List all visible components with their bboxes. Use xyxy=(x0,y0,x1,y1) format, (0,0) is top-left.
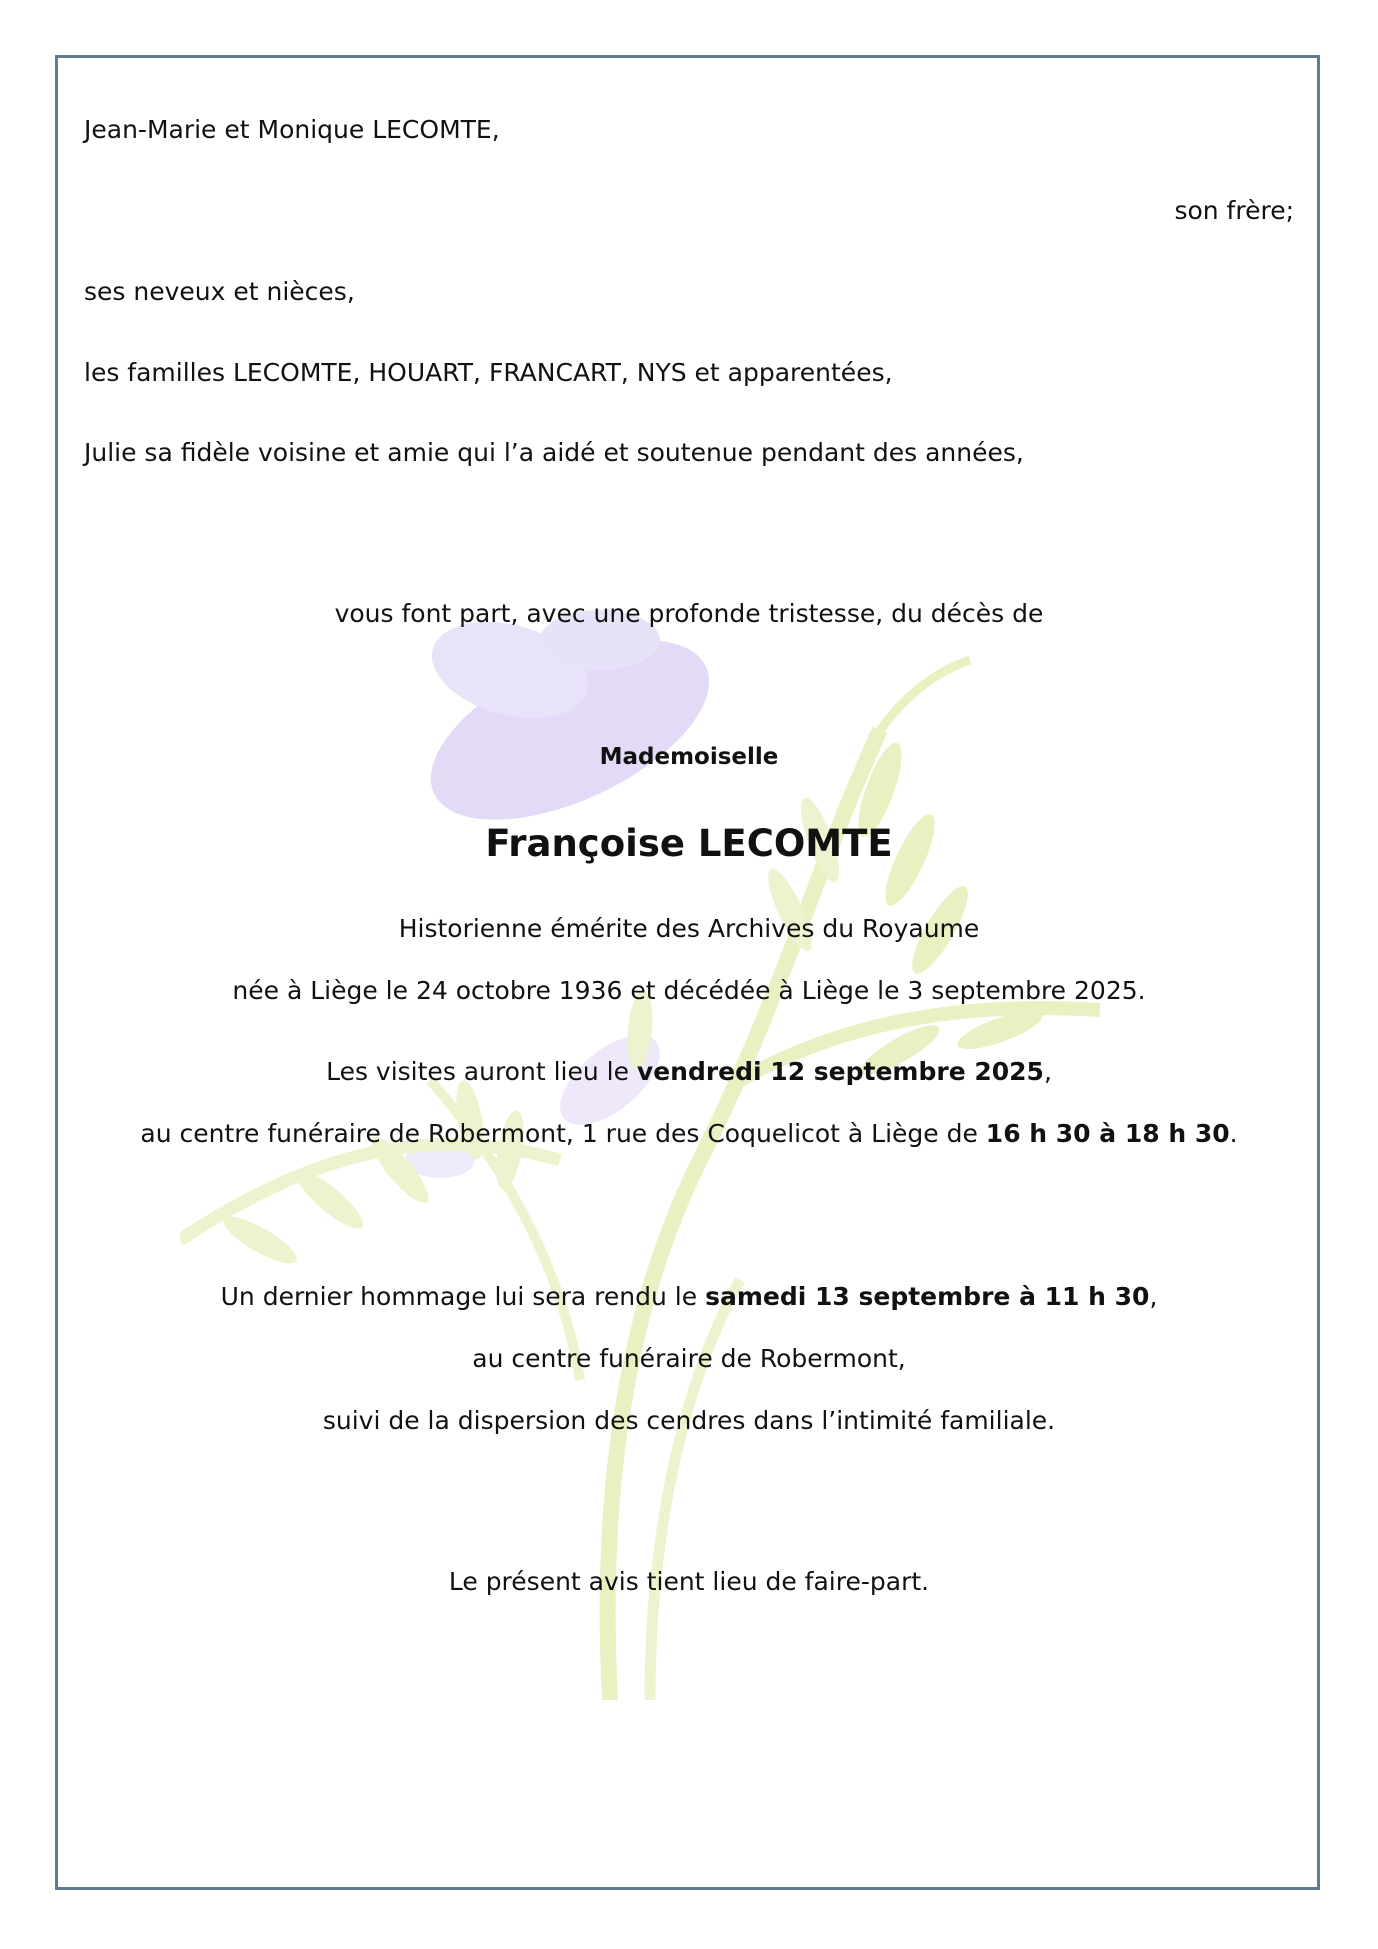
visits-hours-suffix: . xyxy=(1229,1119,1238,1148)
family-brother-names: Jean-Marie et Monique LECOMTE, xyxy=(84,115,500,144)
announcement-text: vous font part, avec une profonde tristesse, du décès de xyxy=(334,599,1044,628)
notice-text: Le présent avis tient lieu de faire-part. xyxy=(448,1567,930,1596)
ceremony-date: samedi 13 septembre à 11 h 30 xyxy=(705,1282,1150,1311)
visits-location-line xyxy=(70,1117,1308,1151)
ceremony-date-line xyxy=(70,1280,1308,1314)
visits-date-suffix: , xyxy=(1043,1057,1052,1086)
ceremony-date-suffix: , xyxy=(1149,1282,1158,1311)
deceased-name: Françoise LECOMTE xyxy=(485,822,893,865)
visits-date: vendredi 12 septembre 2025 xyxy=(636,1057,1044,1086)
deceased-profession: Historienne émérite des Archives du Royaume xyxy=(398,914,980,943)
ceremony-followup: suivi de la dispersion des cendres dans l’intimité familiale. xyxy=(322,1406,1056,1435)
family-brother-role: son frère; xyxy=(1174,196,1294,225)
visits-intro: Les visites auront lieu le xyxy=(326,1057,637,1086)
ceremony-location: au centre funéraire de Robermont, xyxy=(472,1344,906,1373)
deceased-dates: née à Liège le 24 octobre 1936 et décédée à Liège le 3 septembre 2025. xyxy=(232,976,1146,1005)
visits-hours: 16 h 30 à 18 h 30 xyxy=(985,1119,1230,1148)
visits-location: au centre funéraire de Robermont, 1 rue des Coquelicot à Liège de xyxy=(140,1119,986,1148)
family-nephews-nieces: ses neveux et nièces, xyxy=(84,277,355,306)
family-neighbor: Julie sa fidèle voisine et amie qui l’a aidé et soutenue pendant des années, xyxy=(84,438,1024,467)
family-related-families: les familles LECOMTE, HOUART, FRANCART, NYS et apparentées, xyxy=(84,358,893,387)
deceased-title: Mademoiselle xyxy=(599,744,779,770)
visits-date-line xyxy=(70,1055,1308,1089)
ceremony-intro: Un dernier hommage lui sera rendu le xyxy=(220,1282,706,1311)
